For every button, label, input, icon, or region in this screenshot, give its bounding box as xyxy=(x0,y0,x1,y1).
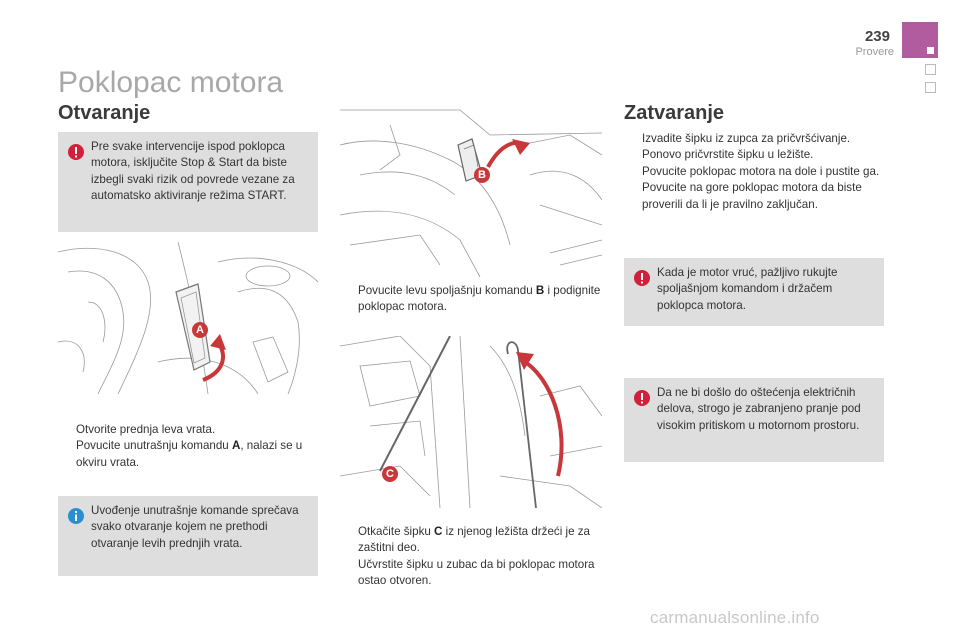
info-text: Uvođenje unutrašnje komande sprečava svako otvaranje kojem ne prethodi otvaranje levih prednjih vrata. xyxy=(91,504,299,550)
external-release-illustration xyxy=(340,105,602,277)
callout-c: C xyxy=(382,466,398,482)
closing-heading: Zatvaranje xyxy=(624,102,725,124)
footer-watermark: carmanualsonline.info xyxy=(650,608,820,627)
list-item: Ponovo pričvrstite šipku u ležište. xyxy=(642,148,814,162)
section-name: Provere xyxy=(855,46,894,58)
warning-icon xyxy=(634,390,650,406)
prop-rod-illustration xyxy=(340,336,602,508)
step-c-list xyxy=(340,524,602,590)
list-item: Povucite poklopac motora na dole i pustite ga. xyxy=(642,164,880,178)
warning-text: Kada je motor vruć, pažljivo rukujte spoljašnjom komandom i držačem poklopca motora. xyxy=(657,266,838,312)
list-item: Otkačite šipku C iz njenog ležišta držeći je za zaštitni deo. xyxy=(358,525,590,555)
list-item: Učvrstite šipku u zubac da bi poklopac motora ostao otvoren. xyxy=(358,557,595,588)
hot-engine-warning-note xyxy=(624,258,884,326)
warning-icon xyxy=(634,270,650,286)
chapter-tab-box[interactable] xyxy=(925,82,936,93)
page-title: Poklopac motora xyxy=(58,66,284,99)
info-note xyxy=(58,496,318,576)
info-icon xyxy=(68,508,84,524)
section-tab-marker xyxy=(927,47,934,54)
list-item: Povucite levu spoljašnju komandu B i podignite poklopac motora. xyxy=(358,284,601,314)
warning-text: Da ne bi došlo do oštećenja električnih delova, strogo je zabranjeno pranje pod visokim pritiskom u motornom prostoru. xyxy=(657,386,861,432)
washing-warning-note xyxy=(624,378,884,462)
list-item: Povucite unutrašnju komandu A, nalazi se u okviru vrata. xyxy=(76,439,303,469)
step-b-list xyxy=(340,283,602,316)
list-item: Povucite na gore poklopac motora da biste proverili da li je pravilno zaključan. xyxy=(642,181,862,211)
opening-heading: Otvaranje xyxy=(58,102,151,124)
list-item: Otvorite prednja leva vrata. xyxy=(76,423,216,436)
interior-release-illustration xyxy=(58,242,318,394)
chapter-tab-box[interactable] xyxy=(925,64,936,75)
closing-steps-list xyxy=(624,131,884,213)
warning-text: Pre svake intervencije ispod poklopca motora, isključite Stop & Start da biste izbegli svaki rizik od povrede vezane za automatsko aktiviranje režima START. xyxy=(91,140,295,203)
opening-steps-list xyxy=(58,422,318,471)
callout-a: A xyxy=(192,322,208,338)
list-item: Izvadite šipku iz zupca za pričvršćivanje. xyxy=(642,132,851,145)
page-number: 239 xyxy=(864,28,890,45)
stop-start-warning-note xyxy=(58,132,318,232)
callout-b: B xyxy=(474,167,490,183)
warning-icon xyxy=(68,144,84,160)
